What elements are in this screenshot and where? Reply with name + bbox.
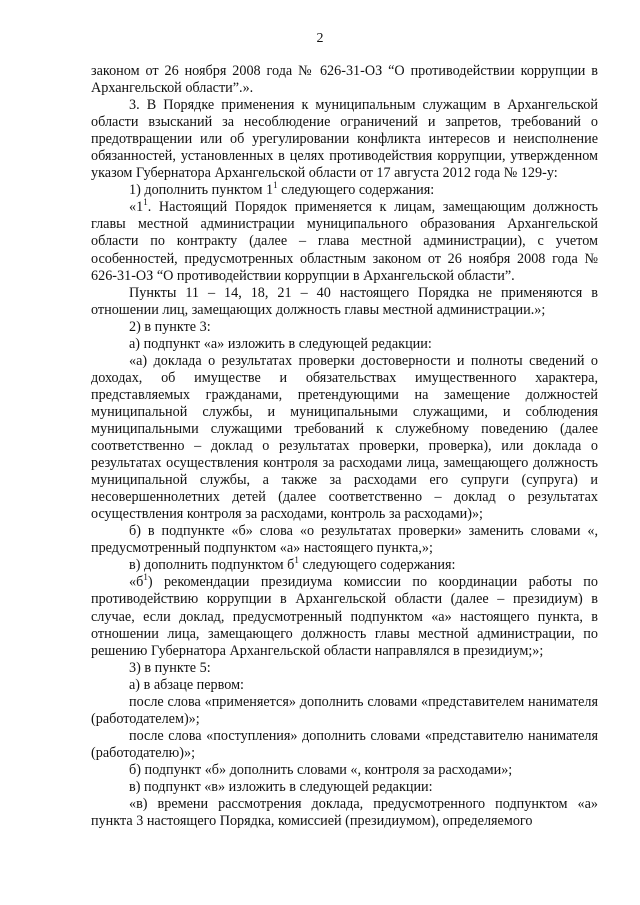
paragraph: [91, 554, 598, 574]
paragraph-text: . Настоящий Порядок применяется к лицам, замещающим должность главы местной администрации муниципального образования Архангельской области по контракту (далее – глава местной администрации), с учетом особенностей, предусмотренных областным законом от 26 ноября 2008 года № 626-31-ОЗ “О противодействии коррупции в Архангельской области”.: [91, 199, 598, 284]
paragraph: [91, 285, 598, 319]
superscript: 1: [294, 554, 299, 565]
paragraph: [91, 571, 598, 659]
paragraph-text: б) подпункт «б» дополнить словами «, контроля за расходами»;: [129, 761, 513, 778]
paragraph-text: следующего содержания:: [298, 557, 456, 574]
paragraph-text: Пункты 11 – 14, 18, 21 – 40 настоящего Порядка не применяются в отношении лиц, замещающих должность главы местной администрации.»;: [91, 284, 598, 318]
paragraph: [91, 660, 598, 677]
paragraph: [91, 319, 598, 336]
paragraph: [91, 779, 598, 796]
paragraph-text: в) дополнить подпунктом б: [129, 557, 295, 574]
page-number: 2: [316, 31, 324, 46]
superscript: 1: [143, 196, 148, 207]
paragraph: [91, 523, 598, 557]
paragraph-text: после слова «поступления» дополнить словами «представителю нанимателя (работодателю)»;: [91, 727, 598, 761]
paragraph: [91, 694, 598, 728]
paragraph: [91, 179, 598, 199]
paragraph-text: а) подпункт «а» изложить в следующей редакции:: [129, 335, 432, 352]
paragraph: [91, 353, 598, 523]
paragraph-text: «а) доклада о результатах проверки достоверности и полноты сведений о доходах, об имуществе и обязательствах имущественного характера, представляемых гражданами, претендующими на замещение должностей муниципальной службы, и муниципальными служащими, и соблюдения муниципальными служащими требований к служебному поведению (далее соответственно – доклад о результатах проверки, проверка), или доклада о результатах осуществления контроля за расходами лица, замещающего должность муниципальной службы, а также за расходами его супруги (супруга) и несовершеннолетних детей (далее соответственно – доклад о результатах осуществления контроля за расходами, контроль за расходами)»;: [91, 352, 598, 523]
superscript: 1: [273, 179, 278, 190]
paragraph-text: 3) в пункте 5:: [129, 659, 211, 676]
paragraph-text: «1: [129, 199, 144, 216]
paragraph-text: «б: [129, 574, 144, 591]
paragraph: [91, 728, 598, 762]
paragraph: [91, 796, 598, 830]
paragraph-text: «в) времени рассмотрения доклада, предусмотренного подпунктом «а» пункта 3 настоящего Порядка, комиссией (президиумом), определяемого: [91, 796, 598, 830]
superscript: 1: [143, 571, 148, 582]
paragraph: [91, 63, 598, 97]
paragraph-text: а) в абзаце первом:: [129, 676, 244, 693]
document-body: [91, 63, 598, 830]
paragraph: [91, 677, 598, 694]
paragraph-text: 1) дополнить пунктом 1: [129, 182, 274, 199]
paragraph-text: после слова «применяется» дополнить словами «представителем нанимателя (работодателем)»;: [91, 693, 598, 727]
paragraph: [91, 97, 598, 182]
paragraph: [91, 196, 598, 284]
paragraph-text: 3. В Порядке применения к муниципальным служащим в Архангельской области взысканий за несоблюдение ограничений и запретов, требований о предотвращении или об урегулировании конфликта интересов и неисполнение обязанностей, установленных в целях противодействия коррупции, утвержденном указом Губернатора Архангельской области от 17 августа 2012 года № 129-у:: [91, 97, 598, 182]
paragraph-text: ) рекомендации президиума комиссии по координации работы по противодействию коррупции в Архангельской области (далее – президиум) в случае, если доклад, предусмотренный подпунктом «а» настоящего пункта, в отношении лица, замещающего должность главы местной администрации, по решению Губернатора Архангельской области направлялся в президиум;»;: [91, 574, 598, 659]
paragraph-text: законом от 26 ноября 2008 года № 626-31-ОЗ “О противодействии коррупции в Архангельской области”.».: [91, 63, 598, 97]
paragraph: [91, 336, 598, 353]
paragraph-text: 2) в пункте 3:: [129, 318, 211, 335]
paragraph-text: следующего содержания:: [277, 182, 435, 199]
paragraph: [91, 762, 598, 779]
paragraph-text: б) в подпункте «б» слова «о результатах проверки» заменить словами «, предусмотренный подпунктом «а» настоящего пункта,»;: [91, 523, 598, 557]
paragraph-text: в) подпункт «в» изложить в следующей редакции:: [129, 778, 433, 795]
